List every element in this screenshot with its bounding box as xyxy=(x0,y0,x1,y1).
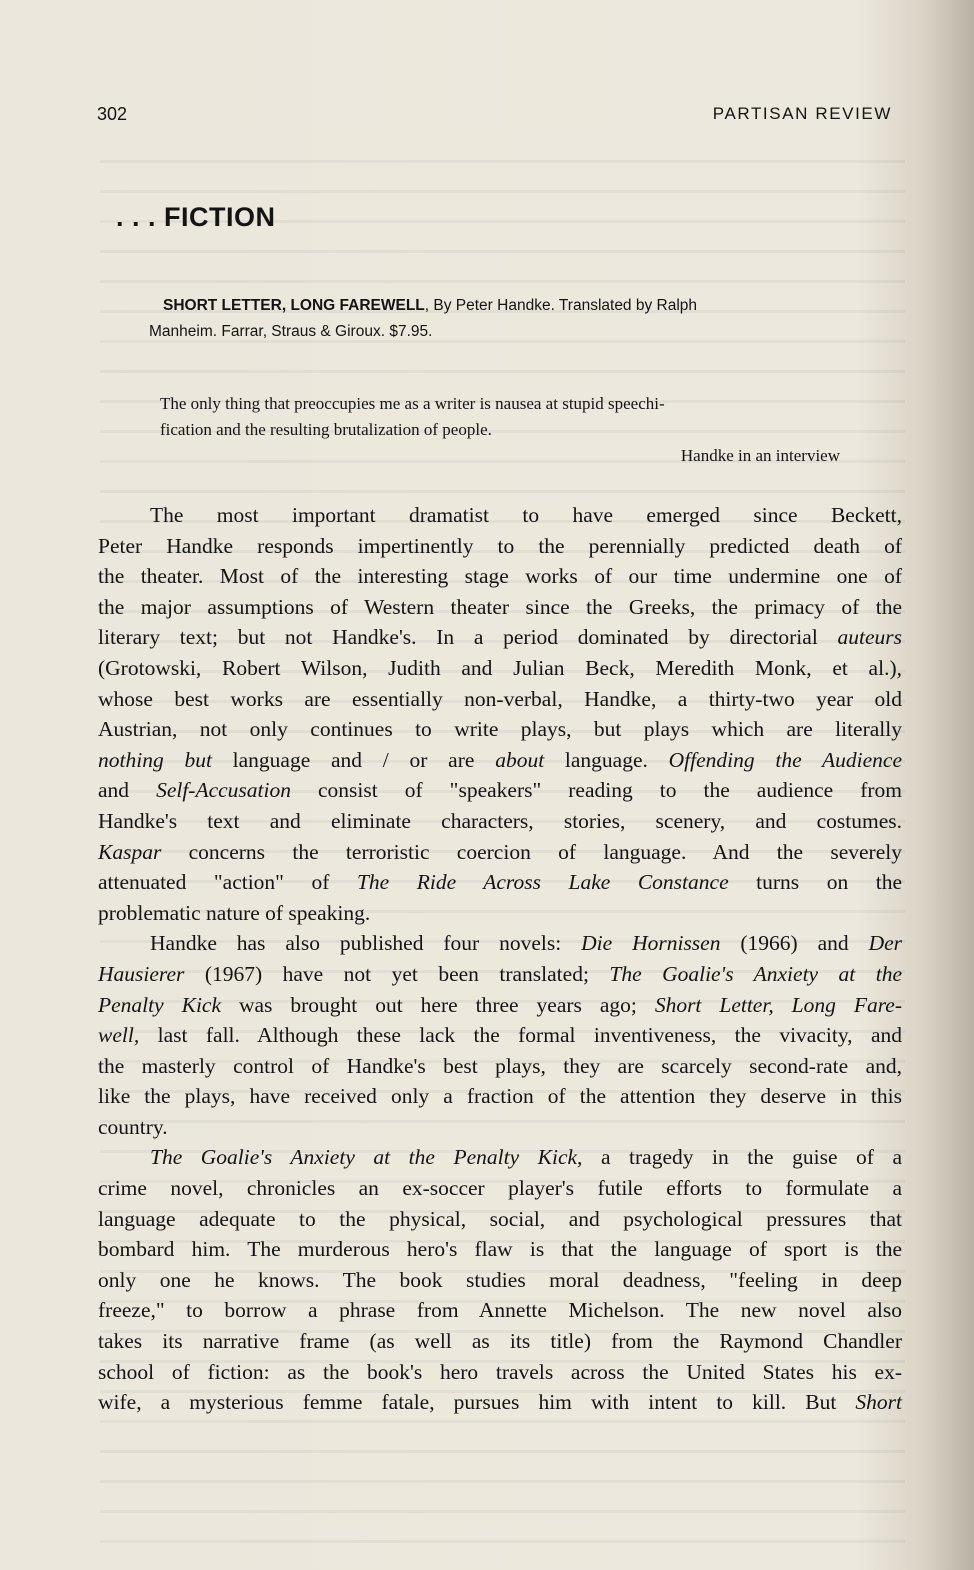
review-body xyxy=(98,500,902,1418)
text-run: consist of "speakers" reading to the audience from xyxy=(291,778,902,803)
text-line: Peter Handke responds impertinently to the perennially predicted death of xyxy=(98,533,902,558)
epigraph-line: The only thing that preoccupies me as a writer is nausea at stupid speechi- xyxy=(160,394,665,413)
text-line: school of fiction: as the book's hero travels across the United States his ex- xyxy=(98,1359,902,1384)
text-line: takes its narrative frame (as well as its title) from the Raymond Chandler xyxy=(98,1329,902,1354)
paragraph xyxy=(98,928,902,1142)
text-run: literary text; but not Handke's. In a period dominated by directorial xyxy=(98,625,838,650)
italic-run: Kaspar xyxy=(98,839,162,864)
text-line: Austrian, not only continues to write plays, but plays which are literally xyxy=(98,717,902,742)
text-line: country. xyxy=(98,1114,168,1139)
text-run: a tragedy in the guise of a xyxy=(582,1145,903,1170)
italic-run: Hausierer xyxy=(98,961,185,986)
paragraph xyxy=(98,1142,902,1417)
italic-run: Short xyxy=(855,1390,902,1415)
running-head xyxy=(97,104,892,128)
text-line xyxy=(98,1142,902,1173)
text-run: language and / or are xyxy=(211,747,496,772)
text-run: was brought out here three years ago; xyxy=(221,992,655,1017)
italic-run: The Goalie's Anxiety at the Penalty Kick, xyxy=(150,1145,583,1170)
italic-run: well, xyxy=(98,1023,140,1048)
text-line xyxy=(98,867,902,898)
text-line: the theater. Most of the interesting stage works of our time undermine one of xyxy=(98,564,902,589)
text-run: attenuated "action" of xyxy=(98,870,357,895)
italic-run: Die Hornissen xyxy=(581,931,721,956)
italic-run: auteurs xyxy=(837,625,902,650)
text-run: turns on the xyxy=(728,870,902,895)
italic-run: Self-Accusation xyxy=(156,778,291,803)
text-run: (1967) have not yet been translated; xyxy=(184,961,610,986)
book-title: SHORT LETTER, LONG FAREWELL xyxy=(163,297,425,314)
text-line xyxy=(98,990,902,1021)
text-line: the major assumptions of Western theater since the Greeks, the primacy of the xyxy=(98,594,902,619)
text-line: whose best works are essentially non-verbal, Handke, a thirty-two year old xyxy=(98,686,902,711)
text-line xyxy=(98,775,902,806)
italic-run: Offending the Audience xyxy=(668,747,903,772)
text-line: the masterly control of Handke's best plays, they are scarcely second-rate and, xyxy=(98,1053,902,1078)
text-run: concerns the terroristic coercion of language. And the severely xyxy=(161,839,902,864)
italic-run: Short Letter, Long Fare- xyxy=(654,992,902,1017)
page-number: 302 xyxy=(97,104,128,124)
text-line: freeze," to borrow a phrase from Annette Michelson. The new novel also xyxy=(98,1298,902,1323)
text-line: problematic nature of speaking. xyxy=(98,900,371,925)
italic-run: Penalty Kick xyxy=(98,992,222,1017)
section-heading: . . . FICTION xyxy=(116,202,276,232)
italic-run: nothing but xyxy=(98,747,212,772)
text-line: crime novel, chronicles an ex-soccer player's futile efforts to formulate a xyxy=(98,1176,902,1201)
text-line xyxy=(98,1020,902,1051)
italic-run: Der xyxy=(868,931,902,956)
epigraph xyxy=(160,391,840,469)
book-byline: , By Peter Handke. Translated by Ralph xyxy=(424,297,698,314)
epigraph-line: fication and the resulting brutalization of people. xyxy=(160,420,492,439)
italic-run: The Goalie's Anxiety at the xyxy=(609,961,902,986)
epigraph-attribution: Handke in an interview xyxy=(680,446,840,465)
text-run: Handke has also published four novels: xyxy=(150,931,582,956)
text-line: (Grotowski, Robert Wilson, Judith and Julian Beck, Meredith Monk, et al.), xyxy=(98,655,902,680)
text-run: (1966) and xyxy=(720,931,869,956)
book-info xyxy=(149,293,863,345)
text-run: language. xyxy=(544,747,669,772)
text-line: language adequate to the physical, social, and psychological pressures that xyxy=(98,1206,902,1231)
paragraph xyxy=(98,500,902,928)
text-line: only one he knows. The book studies moral deadness, "feeling in deep xyxy=(98,1267,902,1292)
book-publisher: Manheim. Farrar, Straus & Giroux. $7.95. xyxy=(149,323,433,340)
text-line: Handke's text and eliminate characters, stories, scenery, and costumes. xyxy=(98,808,902,833)
italic-run: about xyxy=(495,747,545,772)
journal-title: PARTISAN REVIEW xyxy=(712,104,892,123)
text-line: bombard him. The murderous hero's flaw is that the language of sport is the xyxy=(98,1237,902,1262)
text-run: wife, a mysterious femme fatale, pursues him with intent to kill. But xyxy=(98,1390,856,1415)
text-run: last fall. Although these lack the formal inventiveness, the vivacity, and xyxy=(139,1023,902,1048)
text-run: and xyxy=(98,778,157,803)
text-line xyxy=(98,1387,902,1418)
italic-run: The Ride Across Lake Constance xyxy=(356,870,729,895)
text-line xyxy=(98,837,902,868)
text-line xyxy=(98,959,902,990)
text-line xyxy=(98,928,902,959)
text-line: like the plays, have received only a fraction of the attention they deserve in this xyxy=(98,1084,902,1109)
text-line xyxy=(98,622,902,653)
text-line xyxy=(98,745,902,776)
text-line: The most important dramatist to have emerged since Beckett, xyxy=(150,503,902,527)
